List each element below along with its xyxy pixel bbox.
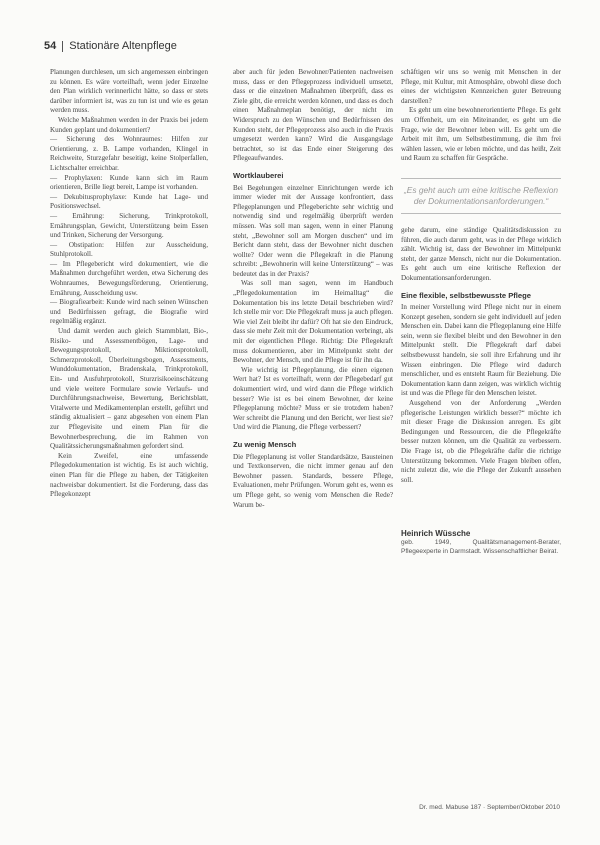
paragraph: Wie wichtig ist Pflegeplanung, die einen eigenen Wert hat? Ist es vorteilhaft, wenn der Pflegebedarf gut dokumentiert wird, und wird dann die Pflege wirklich besser? Wie ist es bei einem Bewohner, der keine Pflegeplanung möchte? Muss er sie trotzdem haben? Wer schreibt die Planung und den Bericht, wer liest sie? Und wird die Planung, die Pflege verbessert? [233,365,393,432]
author-box [401,529,561,556]
list-item: — Im Pflegebericht wird dokumentiert, wie die Maßnahmen durchgeführt werden, etwa Sicherung des Wohnraumes, Bewegungsförderung, Orientierung, Ernährung, Ausscheidung usw. [50,259,208,297]
page-footer: Dr. med. Mabuse 187 · September/Oktober 2010 [419,804,560,811]
author-name: Heinrich Wüssche [401,529,471,539]
column-3 [401,68,561,556]
paragraph: Die Pflegeplanung ist voller Standardsätze, Bausteinen und Textkonserven, die nicht immer genau auf den Bewohner passen. Standards, bessere Pflege, Evaluationen, mehr Prüfungen. Worum geht es, wenn es um Pflege geht, so wenig vom Menschen die Rede? Warum be- [233,452,393,509]
header-divider [62,41,63,52]
paragraph: Ausgehend von der Anforderung „Werden pflegerische Leistungen wirklich besser?“ möchte ich mit dieser Frage die Diskussion anregen. Es gibt Bedingungen und Ressourcen, die die Pflegekräfte besser nutzen können, um die Qualität zu verbessern. Die Frage ist, ob die Pflegekräfte dafür die richtige Unterstützung bekommen. Viele Fragen bleiben offen, nicht zuletzt die, wie die Pflege der Zukunft aussehen soll. [401,399,561,484]
page-number: 54 [44,40,57,52]
running-header [44,40,177,52]
column-1 [50,68,208,500]
subheading-zu-wenig-mensch: Zu wenig Mensch [233,439,297,449]
pull-quote: „Es geht auch um eine kritische Reflexion der Dokumentationsanforderungen.“ [401,178,561,214]
paragraph: Es geht um eine bewohnerorientierte Pflege. Es geht um Offenheit, um ein Miteinander, es geht um die Frage, wie der Bewohner leben will. Es geht um die Arbeit mit ihm, um Selbstbestimmung, die ihm frei wählen lassen, wie er leben möchte, und das heißt, Zeit und Raum zu schaffen für Gespräche. [401,106,561,163]
subheading-flexible-pflege: Eine flexible, selbstbewusste Pflege [401,290,531,300]
list-item: — Obstipation: Hilfen zur Ausscheidung, Stuhlprotokoll. [50,240,208,259]
paragraph: Bei Begehungen einzelner Einrichtungen werde ich immer wieder mit der Aussage konfrontiert, dass Pflegeplanungen und Pflegeberichte sehr wichtig und notwendig sind und regelmäßig überprüft werden müssen. Was soll man sagen, wenn in einer Planung steht, „Bewohner soll am Morgen duschen“ und im Bericht dann steht, dass der Bewohner nicht duschen wollte? Oder wenn die Pflegekraft in die Planung schreibt: „Bewohnerin will keine Unterstützung“ – was bedeutet das in der Praxis? [233,183,393,278]
paragraph: gehe darum, eine ständige Qualitätsdiskussion zu führen, die auch darum geht, was in der Pflege wirklich zählt. Wichtig ist, dass der Bewohner im Mittelpunkt steht, der ganze Mensch, nicht nur die Dokumentation. Es geht auch um eine kritische Reflexion der Dokumentationsanforderungen. [401,225,561,282]
list-item: — Dekubitusprophylaxe: Kunde hat Lage- und Positionswechsel. [50,192,208,211]
list-item: — Prophylaxen: Kunde kann sich im Raum orientieren, Brille liegt bereit, Lampe ist vorhanden. [50,173,208,192]
column-2 [233,68,393,510]
paragraph: schäftigen wir uns so wenig mit Menschen in der Pflege, mit Kultur, mit Atmosphäre, obwohl diese doch eines der wichtigsten Kennzeichen guter Betreuung darstellen? [401,68,561,105]
author-bio: geb. 1949, Qualitätsmanagement-Berater, Pflegeexperte in Darmstadt. Wissenschaftlicher Beirat. [401,538,561,555]
section-title: Stationäre Altenpflege [69,40,177,52]
paragraph: Planungen durchlesen, um sich angemessen einbringen zu können. Es wäre vorteilhaft, wenn jeder Einzelne den Plan wirklich verinnerlicht hätte, so dass er stets darüber informiert ist, was zu tun ist und wie es getan werden muss. [50,68,208,115]
paragraph: Und damit werden auch gleich Stammblatt, Bio-, Risiko- und Assessmentbögen, Lage- und Bewegungsprotokoll, Miktionsprotokoll, Schmerzprotokoll, Überleitungsbogen, Assessments, Wunddokumentation, Bradenskala, Trinkprotokoll, Ein- und Ausfuhrprotokoll, Sturzrisikoeinschätzung und viele weitere Formulare sowie Verlaufs- und Durchführungsnachweise, Bewertung, Berichtsblatt, Vitalwerte und Medikamentenplan erstellt, geführt und ständig aktualisiert – ganz abgesehen von einem Plan zur Pflegevisite und einem Plan für die Bewohnerbesprechung, die im Rahmen von Qualitätssicherungsmaßnahmen gefordert sind. [50,327,208,451]
list-item: — Ernährung: Sicherung, Trinkprotokoll, Ernährungsplan, Gewicht, Unterstützung beim Essen und Trinken, Sicherung der Versorgung. [50,211,208,240]
list-item: — Biografiearbeit: Kunde wird nach seinen Wünschen und Bedürfnissen gefragt, die Biografie wird regelmäßig ergänzt. [50,298,208,326]
paragraph: In meiner Vorstellung wird Pflege nicht nur in einem Konzept gesehen, sondern sie geht individuell auf jeden Menschen ein. Dabei kann die Pflegeplanung eine Hilfe sein, wenn sie flexibel bleibt und den Bewohner in den Mittelpunkt stellt. Die Pflegekraft darf dabei selbstbewusst handeln, sie soll ihre Erfahrung und ihr Wissen einbringen. Die Pflege wird dadurch menschlicher, und es entsteht Raum für Beziehung. Die Dokumentation kann dann zeigen, was wirklich wichtig ist und was die Pflege für den Menschen leistet. [401,303,561,398]
list-item: — Sicherung des Wohnraumes: Hilfen zur Orientierung, z. B. Lampe vorhanden, Klingel in Reichweite, Sturzgefahr beseitigt, keine Stolperfallen, Lichtschalter erreichbar. [50,135,208,172]
paragraph: Welche Maßnahmen werden in der Praxis bei jedem Kunden geplant und dokumentiert? [50,115,208,134]
subheading-wortklauberei: Wortklauberei [233,170,284,180]
paragraph: aber auch für jeden Bewohner/Patienten nachweisen muss, dass er den Pflegeprozess individuell umsetzt, dass er die einzelnen Maßnahmen überprüft, dass es Ziele gibt, die erreicht werden können, und dass es doch einen Maßnahmeplan benötigt, der nicht im Widerspruch zu den Wünschen und Bedürfnissen des Kunden steht, der Pflegeprozess also auch in die Praxis umgesetzt werden kann? Wird die Ausgangslage betrachtet, so ist das Ende einer Steigerung des Pflegeaufwandes. [233,68,393,163]
paragraph: Kein Zweifel, eine umfassende Pflegedokumentation ist wichtig. Es ist auch wichtig, einen Plan für die Pflege zu haben, der Tätigkeiten nachweisbar dokumentiert. Ist die Forderung, dass das Pflegekonzept [50,451,208,499]
paragraph: Was soll man sagen, wenn im Handbuch „Pflegedokumentation im Heimalltag“ die Dokumentation bis ins letzte Detail beschrieben wird? Ich stelle mir vor: Die Pflegekraft muss ja auch pflegen. Wie viel Zeit bleibt ihr dafür? Oft hat sie den Eindruck, dass sie mehr Zeit mit der Dokumentation verbringt, als mit der eigentlichen Pflege. Richtig: Die Pflegekraft muss dokumentieren, aber im Mittelpunkt steht der Bewohner, der Mensch, und die Pflege ist für ihn da. [233,279,393,365]
